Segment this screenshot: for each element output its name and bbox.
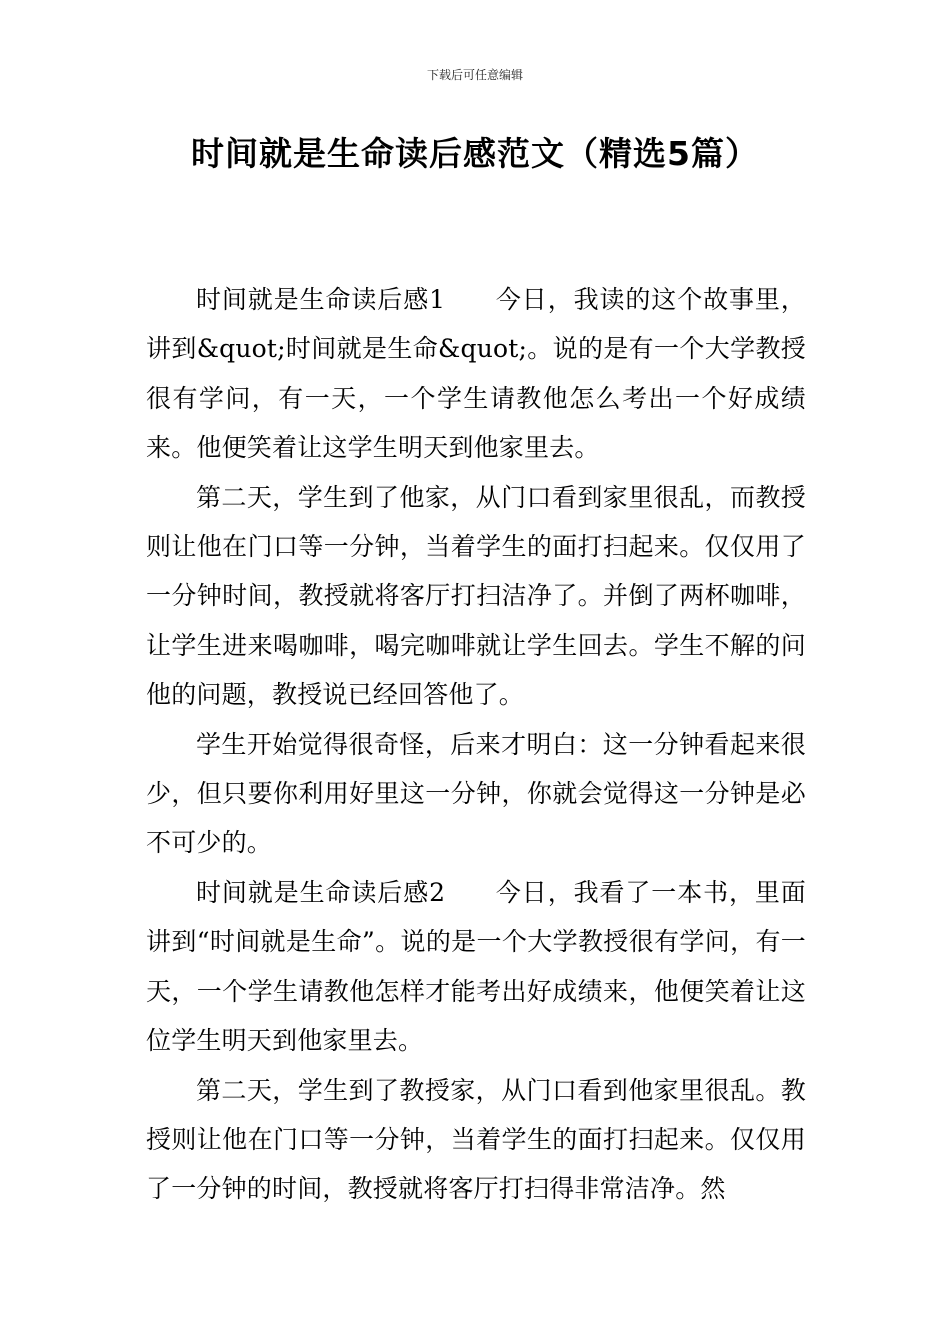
- paragraph-1: [146, 275, 806, 473]
- paragraph-4: [146, 868, 806, 1066]
- paragraph-heading: 时间就是生命读后感2: [196, 877, 446, 907]
- paragraph-3: [146, 720, 806, 868]
- paragraph-5: [146, 1066, 806, 1214]
- document-body: [146, 275, 806, 1214]
- paragraph-text: 今日，我看了一本书，里面讲到“时间就是生命”。说的是一个大学教授很有学问，有一天，一个学生请教他怎样才能考出好成绩来，他便笑着让这位学生明天到他家里去。: [146, 877, 806, 1056]
- paragraph-text: 学生开始觉得很奇怪，后来才明白：这一分钟看起来很少，但只要你利用好里这一分钟，你就会觉得这一分钟是必不可少的。: [146, 729, 806, 858]
- paragraph-text: 今日，我读的这个故事里，讲到&quot;时间就是生命&quot;。说的是有一个大学教授很有学问，有一天，一个学生请教他怎么考出一个好成绩来。他便笑着让这学生明天到他家里去。: [146, 285, 806, 463]
- paragraph-text: 第二天，学生到了教授家，从门口看到他家里很乱。教授则让他在门口等一分钟，当着学生的面打扫起来。仅仅用了一分钟的时间，教授就将客厅打扫得非常洁净。然: [146, 1075, 806, 1204]
- paragraph-heading: 时间就是生命读后感1: [196, 285, 446, 314]
- header-note: 下载后可任意编辑: [426, 68, 523, 82]
- page-title: 时间就是生命读后感范文（精选5篇）: [191, 134, 759, 173]
- paragraph-text: 第二天，学生到了他家，从门口看到家里很乱，而教授则让他在门口等一分钟，当着学生的面打扫起来。仅仅用了一分钟时间，教授就将客厅打扫洁净了。并倒了两杯咖啡，让学生进来喝咖啡，喝完咖啡就让学生回去。学生不解的问他的问题，教授说已经回答他了。: [146, 482, 806, 710]
- paragraph-2: [146, 473, 806, 720]
